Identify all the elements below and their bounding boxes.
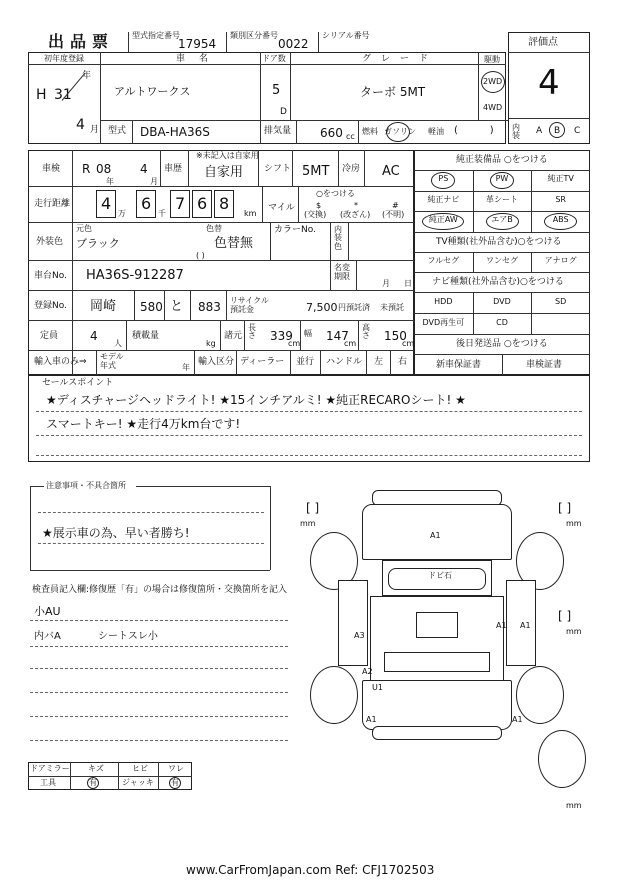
mileage-unit: km xyxy=(244,209,257,218)
equipment-item-5: SR xyxy=(555,194,566,204)
length-unit: cm xyxy=(288,339,301,348)
first-reg-year: 31 xyxy=(54,87,72,103)
height-unit: cm xyxy=(402,339,415,348)
month-unit: 月 xyxy=(90,125,100,135)
color-label: 外装色 xyxy=(36,237,64,247)
sales-line-2: スマートキー! ★走行4万km台です! xyxy=(46,417,241,431)
equipment-item-6-circle xyxy=(422,213,464,230)
chassis-label: 車台No. xyxy=(34,271,67,281)
score-value: 4 xyxy=(538,63,560,103)
tools-h-scratch: キズ xyxy=(88,764,104,773)
equipment-item-6: 純正AW xyxy=(428,215,458,225)
car-name-label: 車名 xyxy=(176,54,223,64)
meter-tamper: (改ざん) xyxy=(340,210,371,219)
first-reg-era: H xyxy=(36,87,47,103)
tire-bracket-fl: [ ] xyxy=(306,501,320,515)
shift-label: シフト xyxy=(264,164,292,174)
recycle-unpaid: 未預託 xyxy=(380,303,404,312)
name-change-label: 名変期限 xyxy=(334,263,350,281)
tools-jack-value: 有 xyxy=(171,778,179,787)
inspection-line-2b: シートスレ小 xyxy=(98,631,158,642)
meter-unknown: (不明) xyxy=(382,210,405,219)
mileage-unit-sen: 千 xyxy=(158,209,166,218)
orig-color-label: 元色 xyxy=(76,224,92,233)
load-label: 積載量 xyxy=(132,331,160,341)
tools-tool-label: 工具 xyxy=(40,778,56,787)
dim-label: 諸元 xyxy=(224,331,243,341)
meter-exchange-sym: $ xyxy=(316,201,322,210)
inspection-line-1: 小AU xyxy=(34,605,61,618)
navi-item-2: SD xyxy=(555,297,567,306)
model-year-label: モデル年式 xyxy=(100,352,124,370)
drive-4wd: 4WD xyxy=(483,103,503,112)
recycle-label: リサイクル預託金 xyxy=(230,296,269,315)
damage-mark-a3: A3 xyxy=(354,631,365,640)
length: 339 xyxy=(270,329,293,343)
color-no-label: カラーNo. xyxy=(274,225,316,235)
equipment-item-8-circle xyxy=(544,213,577,230)
handle-left: 左 xyxy=(374,357,384,367)
shift: 5MT xyxy=(302,164,330,179)
damage-mark-a1-rear-left: A1 xyxy=(366,715,377,724)
usage-note: ※未記入は自家用 xyxy=(196,151,259,160)
capacity-unit: 人 xyxy=(114,339,122,348)
current-color: 色替無 xyxy=(214,236,254,251)
notes-line-1: ★展示車の為、早い者勝ち! xyxy=(42,526,190,540)
inspection-label: 検査員記入欄:修復歴「有」の場合は修復箇所・交換箇所を記入 xyxy=(32,585,288,595)
grade-label: グレード xyxy=(362,54,439,64)
ac: AC xyxy=(382,164,400,179)
equipment-item-2: 純正TV xyxy=(547,174,574,183)
equipment-item-8: ABS xyxy=(552,215,569,225)
plate-label: 登録No. xyxy=(34,301,67,311)
load-unit: kg xyxy=(206,339,216,348)
damage-mark-stone-chip: ドビ石 xyxy=(428,571,452,580)
fuel-other-paren: ( ) xyxy=(454,125,494,136)
doors-label: ドア数 xyxy=(262,54,286,63)
meter-tamper-sym: * xyxy=(354,201,358,210)
disp-unit: cc xyxy=(346,132,355,141)
int-color-label: 内装色 xyxy=(334,225,342,251)
damage-mark-a1-hood: A1 xyxy=(430,531,441,540)
mileage-d5: 8 xyxy=(219,194,230,213)
equipment-item-7-circle xyxy=(486,213,519,230)
width: 147 xyxy=(326,329,349,343)
meter-unknown-sym: # xyxy=(392,201,399,210)
category-label: 類別区分番号 xyxy=(230,31,278,40)
drive-2wd: 2WD xyxy=(483,77,503,86)
tv-item-1: ワンセグ xyxy=(485,256,518,265)
tools-h-break: ワレ xyxy=(168,764,184,773)
plate-kana: と xyxy=(170,299,184,314)
equipment-item-4: 革シート xyxy=(485,194,518,204)
inspection-line-2a: 内バA xyxy=(34,631,61,642)
car-floor xyxy=(416,612,458,638)
equipment-item-0-circle xyxy=(431,172,455,189)
shaken-label: 車検 xyxy=(42,164,61,174)
capacity: 4 xyxy=(90,329,98,343)
width-unit: cm xyxy=(344,339,357,348)
length-label: 長さ xyxy=(248,323,256,340)
import-label: 輸入車のみ⇒ xyxy=(34,357,87,367)
current-color-paren: ( ) xyxy=(196,251,205,260)
wheel-rear-left xyxy=(310,666,358,724)
tire-bracket-rr: [ ] xyxy=(558,609,572,623)
meter-note: ○をつける xyxy=(316,189,355,198)
car-door-left xyxy=(338,580,368,666)
navi-header: ナビ種類(社外品含む)○をつける xyxy=(432,277,564,287)
recycle-amount: 7,500 xyxy=(306,301,338,314)
ac-label: 冷房 xyxy=(342,164,361,174)
wheel-spare xyxy=(538,730,586,788)
handle-label: ハンドル xyxy=(326,357,363,367)
current-color-label: 色替 xyxy=(206,224,222,233)
mileage-d1: 4 xyxy=(101,194,112,213)
car-rear-window xyxy=(384,652,490,672)
model: DBA-HA36S xyxy=(140,125,210,139)
tire-mm-fl: mm xyxy=(300,519,316,528)
equipment-item-3: 純正ナビ xyxy=(427,194,460,204)
mile-label: マイル xyxy=(268,203,295,213)
tire-mm-fr: mm xyxy=(566,519,582,528)
handle-right: 右 xyxy=(398,357,408,367)
fuel-label: 燃料 xyxy=(362,127,378,136)
name-change-day: 日 xyxy=(404,279,412,288)
tire-bracket-fr: [ ] xyxy=(558,501,572,515)
plate-region: 岡崎 xyxy=(90,299,117,314)
recycle-status: 円預託済 xyxy=(338,303,370,312)
form-title: 出品票 xyxy=(48,32,115,51)
tools-h-mirror: ドアミラー xyxy=(30,764,70,773)
chassis: HA36S-912287 xyxy=(86,268,184,283)
door-type: D xyxy=(280,107,287,117)
shaken-month-unit: 月 xyxy=(150,177,158,186)
shaken-era: R xyxy=(82,162,91,176)
navi-item-4: CD xyxy=(496,318,508,327)
model-year-unit: 年 xyxy=(182,363,190,372)
mileage-d3: 7 xyxy=(175,194,186,213)
serial-label: シリアル番号 xyxy=(322,31,370,40)
type-no-label: 型式指定番号 xyxy=(132,31,180,40)
equipment-item-1: PW xyxy=(495,174,509,183)
mileage-d2: 6 xyxy=(141,194,152,213)
tv-header: TV種類(社外品含む)○をつける xyxy=(436,237,562,247)
meter-exchange: (交換) xyxy=(304,210,327,219)
car-trunk xyxy=(362,680,512,730)
car-rear-bumper xyxy=(372,726,502,740)
interior-c: C xyxy=(574,126,581,136)
height-label: 高さ xyxy=(362,323,370,340)
shaken-year-unit: 年 xyxy=(106,177,114,186)
first-reg-month: 4 xyxy=(76,117,85,133)
damage-mark-a1-rear-right: A1 xyxy=(512,715,523,724)
navi-item-3: DVD再生可 xyxy=(422,318,465,327)
damage-mark-u1: U1 xyxy=(372,683,383,692)
interior-b: B xyxy=(554,126,561,136)
first-reg-label: 初年度登録 xyxy=(44,54,84,63)
interior-a: A xyxy=(536,126,543,136)
later-item-warranty: 新車保証書 xyxy=(436,360,482,370)
import-dealer: ディーラー xyxy=(240,357,285,367)
width-label: 幅 xyxy=(304,329,312,338)
model-label: 型式 xyxy=(108,126,127,136)
car-name: アルトワークス xyxy=(114,85,191,98)
car-diagram xyxy=(300,480,590,810)
navi-item-1: DVD xyxy=(493,297,511,306)
displacement: 660 xyxy=(320,126,343,140)
notes-label: 注意事項・不具合箇所 xyxy=(46,481,126,490)
tools-jack-label: ジャッキ xyxy=(122,778,154,787)
usage-label: 車歴 xyxy=(164,164,183,174)
equipment-item-0: PS xyxy=(438,174,449,183)
later-item-shaken: 車検証書 xyxy=(526,360,563,370)
wheel-rear-right xyxy=(516,666,564,724)
type-no: 17954 xyxy=(178,37,217,51)
shaken-month: 4 xyxy=(140,162,148,176)
tv-item-2: アナログ xyxy=(544,256,577,265)
later-header: 後日発送品 ○をつける xyxy=(456,339,548,349)
plate-no: 883 xyxy=(198,300,221,314)
equipment-item-1-circle xyxy=(490,172,514,189)
tv-item-0: フルセグ xyxy=(427,256,460,265)
plate-class: 580 xyxy=(140,300,163,314)
equipment-header: 純正装備品 ○をつける xyxy=(456,155,548,165)
import-type-label: 輸入区分 xyxy=(198,357,235,367)
import-parallel: 並行 xyxy=(296,357,315,367)
capacity-label: 定員 xyxy=(40,331,59,341)
fuel-light: 軽油 xyxy=(428,127,444,136)
sales-label: セールスポイント xyxy=(42,378,114,388)
tire-mm-spare: mm xyxy=(566,801,582,810)
year-unit: 年 xyxy=(82,71,92,81)
fuel-gas: ガソリン xyxy=(384,127,416,136)
height: 150 xyxy=(384,329,407,343)
sales-line-1: ★ディスチャージヘッドライト! ★15インチアルミ! ★純正RECAROシート! ★ xyxy=(46,393,466,407)
footer-reference: www.CarFromJapan.com Ref: CFJ1702503 xyxy=(186,863,435,877)
tools-tool-value: 有 xyxy=(89,778,97,787)
drive-label: 駆動 xyxy=(484,55,500,64)
shaken-year: 08 xyxy=(96,162,112,176)
equipment-item-7: エアB xyxy=(491,215,513,225)
grade: ターボ 5MT xyxy=(360,85,426,99)
usage: 自家用 xyxy=(204,165,244,180)
navi-item-0: HDD xyxy=(434,297,453,306)
doors: 5 xyxy=(272,83,281,98)
mileage-label: 走行距離 xyxy=(34,199,71,209)
mileage-unit-man: 万 xyxy=(118,209,126,218)
damage-mark-a1-right-front: A1 xyxy=(496,621,507,630)
score-label: 評価点 xyxy=(528,37,558,48)
disp-label: 排気量 xyxy=(264,126,292,136)
name-change-month: 月 xyxy=(382,279,390,288)
orig-color: ブラック xyxy=(76,237,120,250)
damage-mark-a1-right-rear: A1 xyxy=(520,621,531,630)
category-no: 0022 xyxy=(278,37,309,51)
interior-label: 内装 xyxy=(512,123,520,140)
tire-mm-rr: mm xyxy=(566,627,582,636)
damage-mark-a2: A2 xyxy=(362,667,373,676)
tools-h-crack: ヒビ xyxy=(132,764,148,773)
mileage-d4: 6 xyxy=(197,194,208,213)
